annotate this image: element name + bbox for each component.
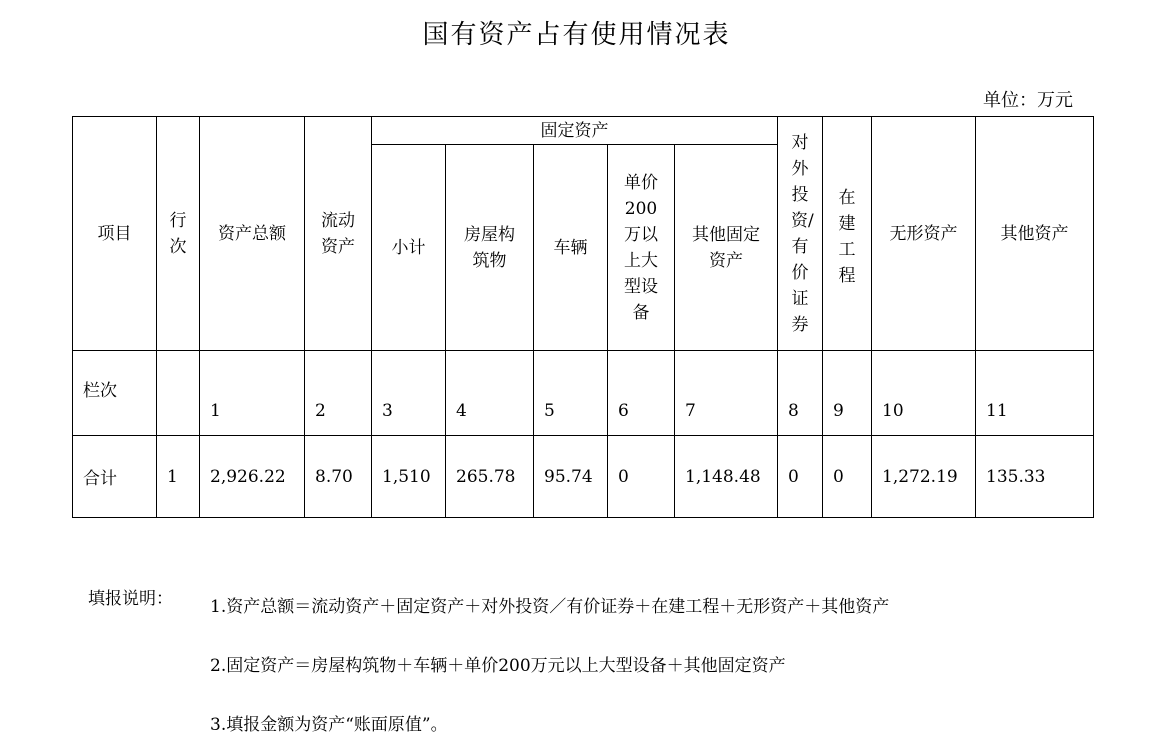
note-item: 3.填报金额为资产“账面原值”。 bbox=[210, 715, 448, 735]
header-item: 项目 bbox=[73, 117, 157, 351]
header-current-assets-text: 流动资产 bbox=[321, 210, 355, 257]
header-buildings bbox=[446, 145, 534, 351]
header-other-assets: 其他资产 bbox=[976, 117, 1094, 351]
header-row-no bbox=[157, 117, 200, 351]
header-total-assets: 资产总额 bbox=[200, 117, 305, 351]
header-vehicles: 车辆 bbox=[534, 145, 608, 351]
column-index-cell: 6 bbox=[608, 351, 675, 436]
column-index-label: 栏次 bbox=[73, 351, 157, 436]
notes-label: 填报说明： bbox=[88, 589, 173, 609]
column-index-cell: 2 bbox=[305, 351, 372, 436]
header-large-equipment bbox=[608, 145, 675, 351]
total-cell: 8.70 bbox=[305, 436, 372, 518]
column-index-cell: 10 bbox=[872, 351, 976, 436]
total-label: 合计 bbox=[73, 436, 157, 518]
header-intangible: 无形资产 bbox=[872, 117, 976, 351]
total-cell: 135.33 bbox=[976, 436, 1094, 518]
total-cell: 1,510 bbox=[372, 436, 446, 518]
header-other-fixed-text: 其他固定资产 bbox=[692, 224, 760, 271]
column-index-cell: 5 bbox=[534, 351, 608, 436]
total-cell: 1,148.48 bbox=[675, 436, 778, 518]
column-index-cell: 1 bbox=[200, 351, 305, 436]
total-cell: 2,926.22 bbox=[200, 436, 305, 518]
total-cell: 95.74 bbox=[534, 436, 608, 518]
header-buildings-text: 房屋构筑物 bbox=[464, 224, 515, 271]
column-index-cell: 9 bbox=[823, 351, 872, 436]
header-other-fixed bbox=[675, 145, 778, 351]
total-row bbox=[73, 436, 1094, 518]
column-index-cell: 8 bbox=[778, 351, 823, 436]
total-cell: 0 bbox=[778, 436, 823, 518]
total-cell: 265.78 bbox=[446, 436, 534, 518]
total-cell: 0 bbox=[608, 436, 675, 518]
column-index-cell: 4 bbox=[446, 351, 534, 436]
asset-table bbox=[72, 116, 1094, 518]
total-cell: 1,272.19 bbox=[872, 436, 976, 518]
header-construction bbox=[823, 117, 872, 351]
header-investment bbox=[778, 117, 823, 351]
header-subtotal: 小计 bbox=[372, 145, 446, 351]
column-index-row-no bbox=[157, 351, 200, 436]
unit-label: 单位：万元 bbox=[983, 90, 1073, 111]
note-item: 1.资产总额＝流动资产＋固定资产＋对外投资／有价证券＋在建工程＋无形资产＋其他资产 bbox=[210, 597, 890, 617]
column-index-row bbox=[73, 351, 1094, 436]
column-index-cell: 7 bbox=[675, 351, 778, 436]
column-index-cell: 11 bbox=[976, 351, 1094, 436]
header-investment-text: 对外投资/有价证券 bbox=[791, 132, 814, 335]
header-construction-text: 在建工程 bbox=[838, 188, 856, 286]
header-row-no-char-2: 次 bbox=[169, 236, 187, 257]
note-item: 2.固定资产＝房屋构筑物＋车辆＋单价200万元以上大型设备＋其他固定资产 bbox=[210, 656, 786, 676]
header-row-no-char-1: 行 bbox=[169, 210, 187, 231]
page-title: 国有资产占有使用情况表 bbox=[422, 20, 731, 50]
total-row-no: 1 bbox=[157, 436, 200, 518]
total-cell: 0 bbox=[823, 436, 872, 518]
column-index-cell: 3 bbox=[372, 351, 446, 436]
header-current-assets bbox=[305, 117, 372, 351]
header-fixed-assets: 固定资产 bbox=[372, 117, 778, 145]
header-large-equipment-text: 单价200万以上大型设备 bbox=[624, 172, 658, 323]
